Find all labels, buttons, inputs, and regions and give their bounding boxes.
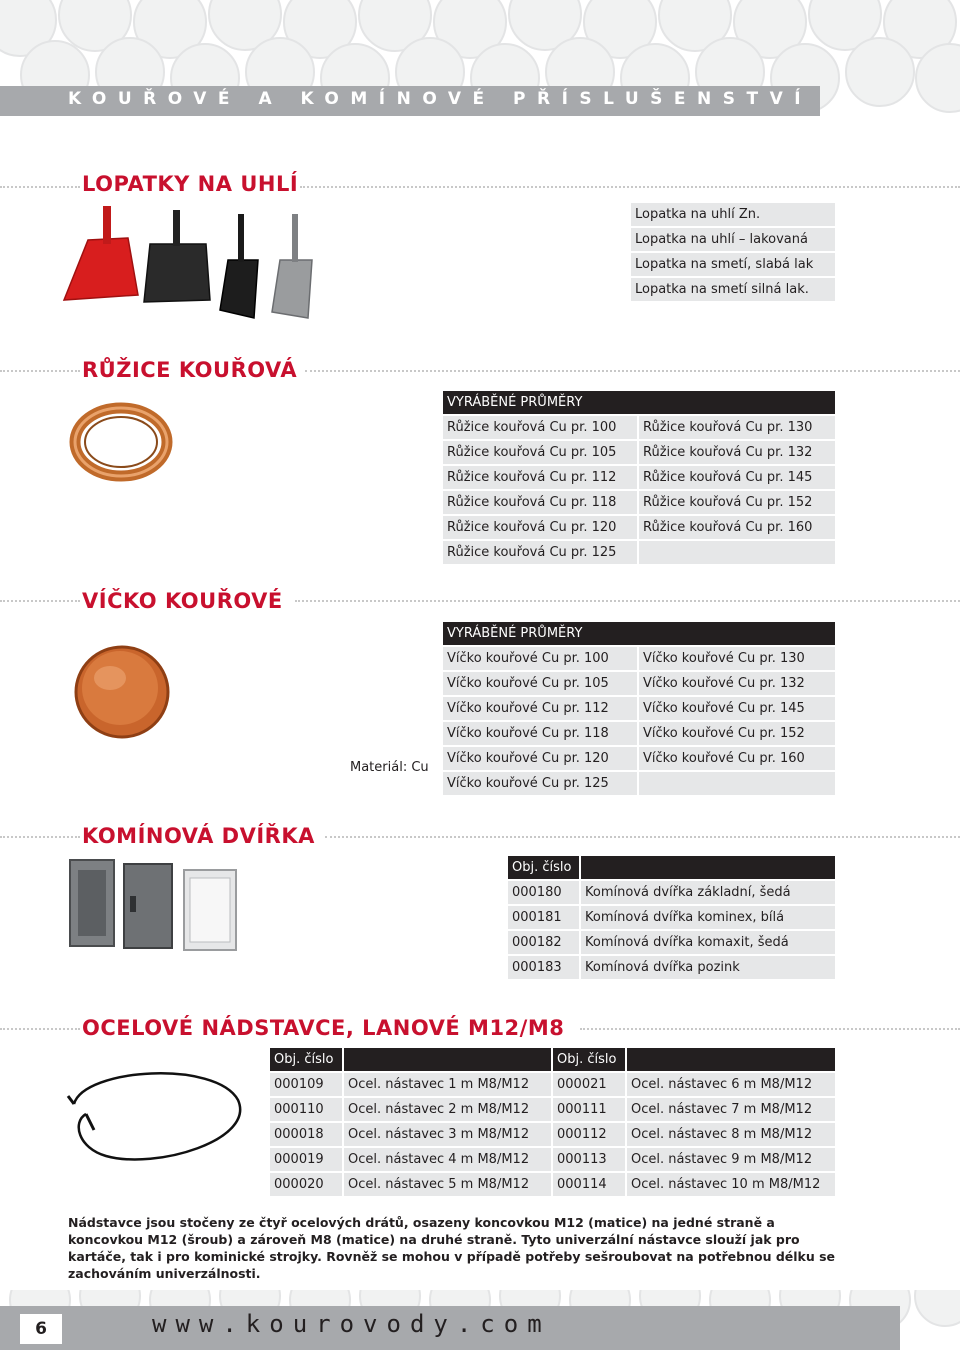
divider [0,186,80,188]
table-cell-name: Komínová dvířka kominex, bílá [581,906,835,929]
table-cell: Víčko kouřové Cu pr. 125 [443,772,637,795]
table-cell-code: 000021 [553,1073,625,1096]
list-item: Lopatka na smetí, slabá lak [631,253,835,276]
table-cell-name: Komínová dvířka komaxit, šedá [581,931,835,954]
dvirka-header-name [581,856,835,879]
table-cell: Růžice kouřová Cu pr. 100 [443,416,637,439]
material-label: Materiál: Cu [350,760,429,775]
table-cell-name: Ocel. nástavec 5 m M8/M12 [344,1173,551,1196]
table-cell-name: Ocel. nástavec 4 m M8/M12 [344,1148,551,1171]
divider [300,186,960,188]
nadstavce-header-name-2 [627,1048,835,1071]
table-cell: Víčko kouřové Cu pr. 100 [443,647,637,670]
vicko-image [70,642,174,742]
section-title-nadstavce: OCELOVÉ NÁDSTAVCE, LANOVÉ M12/M8 [82,1016,565,1040]
nadstavce-header-name [344,1048,551,1071]
table-cell: Víčko kouřové Cu pr. 105 [443,672,637,695]
table-cell: Růžice kouřová Cu pr. 118 [443,491,637,514]
table-cell-code: 000109 [270,1073,342,1096]
section-title-vicko: VÍČKO KOUŘOVÉ [82,589,283,613]
table-cell-code: 000111 [553,1098,625,1121]
table-cell: Růžice kouřová Cu pr. 120 [443,516,637,539]
table-cell-name: Komínová dvířka základní, šedá [581,881,835,904]
table-cell: Růžice kouřová Cu pr. 152 [639,491,835,514]
table-cell-code: 000114 [553,1173,625,1196]
divider [580,1028,960,1030]
table-cell: Růžice kouřová Cu pr. 125 [443,541,637,564]
ruzice-image [66,398,176,486]
table-cell: Víčko kouřové Cu pr. 120 [443,747,637,770]
table-cell-code: 000018 [270,1123,342,1146]
table-cell-name: Ocel. nástavec 2 m M8/M12 [344,1098,551,1121]
table-cell: Růžice kouřová Cu pr. 132 [639,441,835,464]
table-cell: Víčko kouřové Cu pr. 112 [443,697,637,720]
table-cell-code: 000112 [553,1123,625,1146]
table-cell: Víčko kouřové Cu pr. 145 [639,697,835,720]
shovels-image [58,200,328,320]
ruzice-header: VYRÁBĚNÉ PRŮMĚRY [443,391,835,414]
table-cell-code: 000181 [508,906,579,929]
table-cell: Růžice kouřová Cu pr. 130 [639,416,835,439]
table-cell: Víčko kouřové Cu pr. 118 [443,722,637,745]
dvirka-header-code: Obj. číslo [508,856,579,879]
table-cell-code: 000113 [553,1148,625,1171]
table-cell: Růžice kouřová Cu pr. 105 [443,441,637,464]
table-cell-name: Ocel. nástavec 10 m M8/M12 [627,1173,835,1196]
table-cell-name: Komínová dvířka pozink [581,956,835,979]
divider [0,600,80,602]
table-cell-name: Ocel. nástavec 9 m M8/M12 [627,1148,835,1171]
page-number: 6 [20,1314,62,1344]
divider [0,836,80,838]
table-cell-code: 000183 [508,956,579,979]
divider [325,836,960,838]
vicko-header: VYRÁBĚNÉ PRŮMĚRY [443,622,835,645]
steel-rod-image [66,1060,256,1180]
table-cell: Růžice kouřová Cu pr. 145 [639,466,835,489]
table-cell: Růžice kouřová Cu pr. 160 [639,516,835,539]
list-item: Lopatka na smetí silná lak. [631,278,835,301]
table-cell-code: 000019 [270,1148,342,1171]
website-link[interactable]: www.kourovody.com [152,1310,551,1338]
table-cell: Růžice kouřová Cu pr. 112 [443,466,637,489]
table-cell-code: 000180 [508,881,579,904]
table-cell: Víčko kouřové Cu pr. 130 [639,647,835,670]
chimney-doors-image [66,856,246,956]
divider [0,370,80,372]
section-title-lopatky: LOPATKY NA UHLÍ [82,172,299,196]
table-cell [639,772,835,795]
section-title-ruzice: RŮŽICE KOUŘOVÁ [82,358,298,382]
table-cell-code: 000110 [270,1098,342,1121]
table-cell-code: 000182 [508,931,579,954]
nadstavce-note: Nádstavce jsou stočeny ze čtyř ocelových drátů, osazeny koncovkou M12 (matice) na jedné straně a koncovkou M12 (šroub) a zároveň M8 (matice) na druhé straně. Tyto univerzální nástavce slouží jak pro kartáče, tak i pro kominické strojky. Rovněž se mohou v případě potřeby sešroubovat na potřebnou délku se zachováním univerzálnosti. [68,1215,836,1281]
table-cell-code: 000020 [270,1173,342,1196]
table-cell-name: Ocel. nástavec 7 m M8/M12 [627,1098,835,1121]
nadstavce-header-code: Obj. číslo [270,1048,342,1071]
table-cell-name: Ocel. nástavec 3 m M8/M12 [344,1123,551,1146]
list-item: Lopatka na uhlí – lakovaná [631,228,835,251]
list-item: Lopatka na uhlí Zn. [631,203,835,226]
table-cell-name: Ocel. nástavec 1 m M8/M12 [344,1073,551,1096]
table-cell [639,541,835,564]
table-cell-name: Ocel. nástavec 6 m M8/M12 [627,1073,835,1096]
divider [295,600,960,602]
table-cell-name: Ocel. nástavec 8 m M8/M12 [627,1123,835,1146]
table-cell: Víčko kouřové Cu pr. 152 [639,722,835,745]
divider [305,370,960,372]
table-cell: Víčko kouřové Cu pr. 132 [639,672,835,695]
divider [0,1028,80,1030]
background-pattern [0,0,960,140]
table-cell: Víčko kouřové Cu pr. 160 [639,747,835,770]
nadstavce-header-code-2: Obj. číslo [553,1048,625,1071]
section-title-dvirka: KOMÍNOVÁ DVÍŘKA [82,824,315,848]
page-title: KOUŘOVÉ A KOMÍNOVÉ PŘÍSLUŠENSTVÍ [68,89,813,109]
